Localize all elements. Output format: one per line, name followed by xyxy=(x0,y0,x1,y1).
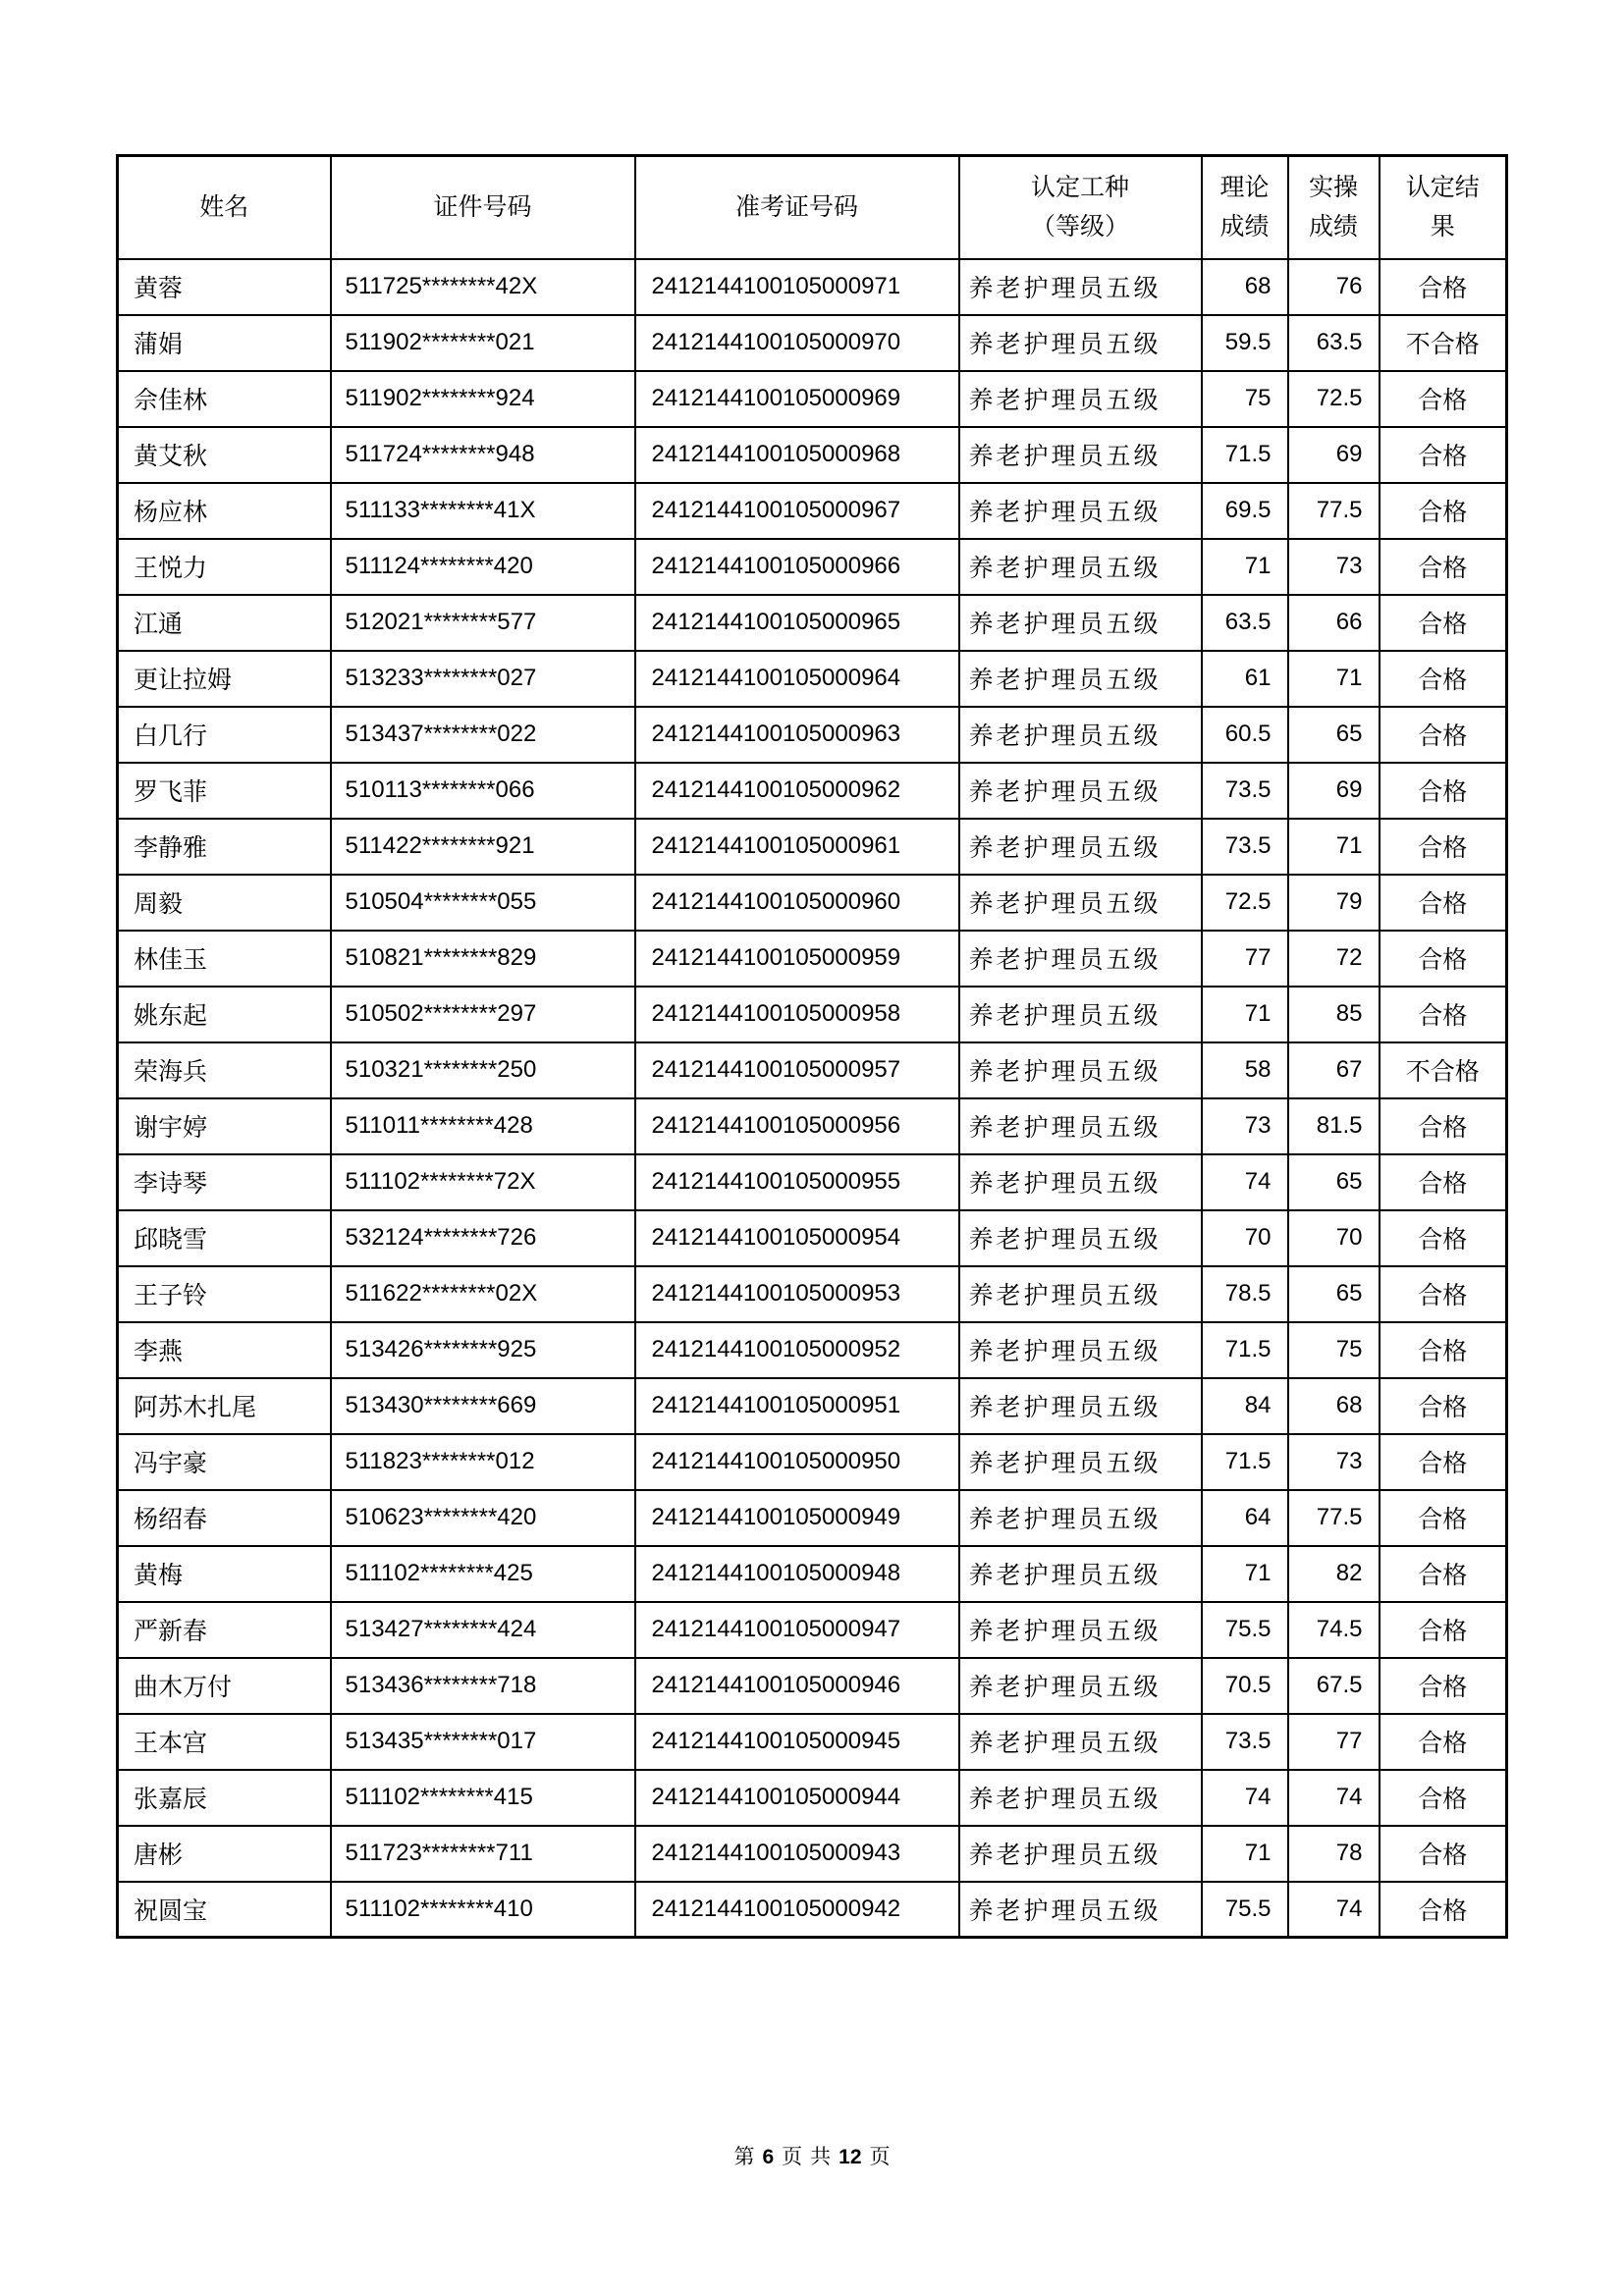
practical-score-cell: 74 xyxy=(1288,1882,1380,1938)
table-row xyxy=(118,1042,1507,1098)
name-cell: 杨绍春 xyxy=(118,1490,331,1546)
exam-number-cell: 2412144100105000950 xyxy=(635,1434,959,1490)
theory-score-cell: 74 xyxy=(1202,1154,1288,1210)
table-row xyxy=(118,595,1507,651)
table-row xyxy=(118,1098,1507,1154)
practical-score-cell: 77.5 xyxy=(1288,1490,1380,1546)
header-line: 成绩 xyxy=(1219,213,1270,241)
result-cell: 合格 xyxy=(1380,1546,1507,1602)
name-cell: 蒲娟 xyxy=(118,315,331,371)
exam-number-cell: 2412144100105000960 xyxy=(635,875,959,931)
id-number-cell: 511422********921 xyxy=(331,819,635,875)
occupation-cell: 养老护理员五级 xyxy=(959,987,1202,1042)
theory-score-cell: 75.5 xyxy=(1202,1882,1288,1938)
result-cell: 合格 xyxy=(1380,1210,1507,1266)
theory-score-cell: 77 xyxy=(1202,931,1288,987)
theory-score-cell: 71 xyxy=(1202,539,1288,595)
name-cell: 王子铃 xyxy=(118,1266,331,1322)
exam-number-cell: 2412144100105000951 xyxy=(635,1378,959,1434)
table-row xyxy=(118,1546,1507,1602)
practical-score-cell: 68 xyxy=(1288,1378,1380,1434)
theory-score-cell: 71.5 xyxy=(1202,1434,1288,1490)
id-number-cell: 532124********726 xyxy=(331,1210,635,1266)
table-row xyxy=(118,931,1507,987)
id-number-cell: 511102********410 xyxy=(331,1882,635,1938)
table-row xyxy=(118,483,1507,539)
table-row xyxy=(118,1490,1507,1546)
occupation-cell: 养老护理员五级 xyxy=(959,1378,1202,1434)
result-cell: 合格 xyxy=(1380,931,1507,987)
occupation-cell: 养老护理员五级 xyxy=(959,539,1202,595)
name-cell: 阿苏木扎尾 xyxy=(118,1378,331,1434)
practical-score-cell: 66 xyxy=(1288,595,1380,651)
id-number-cell: 513430********669 xyxy=(331,1378,635,1434)
occupation-cell: 养老护理员五级 xyxy=(959,259,1202,315)
practical-score-cell: 67.5 xyxy=(1288,1658,1380,1714)
result-cell: 合格 xyxy=(1380,427,1507,483)
exam-number-cell: 2412144100105000953 xyxy=(635,1266,959,1322)
footer-total-prefix: 共 xyxy=(810,2146,832,2168)
name-cell: 谢宇婷 xyxy=(118,1098,331,1154)
exam-number-cell: 2412144100105000955 xyxy=(635,1154,959,1210)
table-header xyxy=(118,156,1507,259)
theory-score-cell: 69.5 xyxy=(1202,483,1288,539)
theory-score-cell: 73.5 xyxy=(1202,1714,1288,1770)
occupation-cell: 养老护理员五级 xyxy=(959,1882,1202,1938)
theory-score-cell: 63.5 xyxy=(1202,595,1288,651)
occupation-cell: 养老护理员五级 xyxy=(959,931,1202,987)
practical-score-cell: 77 xyxy=(1288,1714,1380,1770)
header-result xyxy=(1380,156,1507,259)
occupation-cell: 养老护理员五级 xyxy=(959,1770,1202,1826)
theory-score-cell: 71 xyxy=(1202,987,1288,1042)
table-row xyxy=(118,651,1507,707)
occupation-cell: 养老护理员五级 xyxy=(959,315,1202,371)
exam-number-cell: 2412144100105000962 xyxy=(635,763,959,819)
occupation-cell: 养老护理员五级 xyxy=(959,1154,1202,1210)
id-number-cell: 513233********027 xyxy=(331,651,635,707)
result-cell: 合格 xyxy=(1380,1602,1507,1658)
header-name xyxy=(118,156,331,259)
exam-number-cell: 2412144100105000968 xyxy=(635,427,959,483)
result-cell: 不合格 xyxy=(1380,1042,1507,1098)
page-footer xyxy=(0,2141,1624,2170)
current-page-number: 6 xyxy=(762,2146,775,2168)
exam-number-cell: 2412144100105000954 xyxy=(635,1210,959,1266)
occupation-cell: 养老护理员五级 xyxy=(959,1098,1202,1154)
practical-score-cell: 65 xyxy=(1288,1154,1380,1210)
occupation-cell: 养老护理员五级 xyxy=(959,427,1202,483)
header-occupation xyxy=(959,156,1202,259)
exam-number-cell: 2412144100105000942 xyxy=(635,1882,959,1938)
name-cell: 林佳玉 xyxy=(118,931,331,987)
table-row xyxy=(118,1434,1507,1490)
name-cell: 严新春 xyxy=(118,1602,331,1658)
result-cell: 合格 xyxy=(1380,987,1507,1042)
table-row xyxy=(118,259,1507,315)
theory-score-cell: 61 xyxy=(1202,651,1288,707)
practical-score-cell: 67 xyxy=(1288,1042,1380,1098)
practical-score-cell: 69 xyxy=(1288,763,1380,819)
practical-score-cell: 79 xyxy=(1288,875,1380,931)
theory-score-cell: 73 xyxy=(1202,1098,1288,1154)
table-row xyxy=(118,1658,1507,1714)
result-cell: 合格 xyxy=(1380,1322,1507,1378)
theory-score-cell: 70.5 xyxy=(1202,1658,1288,1714)
result-cell: 不合格 xyxy=(1380,315,1507,371)
occupation-cell: 养老护理员五级 xyxy=(959,1434,1202,1490)
practical-score-cell: 72 xyxy=(1288,931,1380,987)
practical-score-cell: 81.5 xyxy=(1288,1098,1380,1154)
name-cell: 黄艾秋 xyxy=(118,427,331,483)
exam-number-cell: 2412144100105000949 xyxy=(635,1490,959,1546)
exam-number-cell: 2412144100105000944 xyxy=(635,1770,959,1826)
header-line: 认定工种 xyxy=(1030,174,1129,202)
id-number-cell: 511902********021 xyxy=(331,315,635,371)
practical-score-cell: 85 xyxy=(1288,987,1380,1042)
name-cell: 佘佳林 xyxy=(118,371,331,427)
practical-score-cell: 71 xyxy=(1288,651,1380,707)
occupation-cell: 养老护理员五级 xyxy=(959,1826,1202,1882)
id-number-cell: 513437********022 xyxy=(331,707,635,763)
result-cell: 合格 xyxy=(1380,707,1507,763)
id-number-cell: 511723********711 xyxy=(331,1826,635,1882)
footer-page-label: 页 xyxy=(782,2146,803,2168)
exam-number-cell: 2412144100105000963 xyxy=(635,707,959,763)
result-cell: 合格 xyxy=(1380,371,1507,427)
occupation-cell: 养老护理员五级 xyxy=(959,819,1202,875)
id-number-cell: 513435********017 xyxy=(331,1714,635,1770)
theory-score-cell: 71.5 xyxy=(1202,427,1288,483)
theory-score-cell: 74 xyxy=(1202,1770,1288,1826)
table-row xyxy=(118,1378,1507,1434)
result-cell: 合格 xyxy=(1380,1882,1507,1938)
theory-score-cell: 71 xyxy=(1202,1826,1288,1882)
practical-score-cell: 74.5 xyxy=(1288,1602,1380,1658)
name-cell: 江通 xyxy=(118,595,331,651)
practical-score-cell: 63.5 xyxy=(1288,315,1380,371)
certification-results-table xyxy=(116,154,1508,1939)
table-row xyxy=(118,315,1507,371)
id-number-cell: 511102********425 xyxy=(331,1546,635,1602)
exam-number-cell: 2412144100105000966 xyxy=(635,539,959,595)
practical-score-cell: 65 xyxy=(1288,1266,1380,1322)
exam-number-cell: 2412144100105000947 xyxy=(635,1602,959,1658)
header-line: 准考证号码 xyxy=(734,193,858,222)
exam-number-cell: 2412144100105000970 xyxy=(635,315,959,371)
footer-total-label: 页 xyxy=(869,2146,891,2168)
occupation-cell: 养老护理员五级 xyxy=(959,1490,1202,1546)
footer-prefix: 第 xyxy=(733,2146,755,2168)
name-cell: 荣海兵 xyxy=(118,1042,331,1098)
name-cell: 冯宇豪 xyxy=(118,1434,331,1490)
id-number-cell: 510113********066 xyxy=(331,763,635,819)
exam-number-cell: 2412144100105000958 xyxy=(635,987,959,1042)
result-cell: 合格 xyxy=(1380,1098,1507,1154)
occupation-cell: 养老护理员五级 xyxy=(959,1546,1202,1602)
table-body xyxy=(118,259,1507,1938)
table-row xyxy=(118,875,1507,931)
table-row xyxy=(118,539,1507,595)
name-cell: 邱晓雪 xyxy=(118,1210,331,1266)
name-cell: 王本宫 xyxy=(118,1714,331,1770)
occupation-cell: 养老护理员五级 xyxy=(959,1322,1202,1378)
table-row xyxy=(118,707,1507,763)
name-cell: 白几行 xyxy=(118,707,331,763)
header-line: （等级） xyxy=(1030,213,1129,241)
occupation-cell: 养老护理员五级 xyxy=(959,1210,1202,1266)
practical-score-cell: 70 xyxy=(1288,1210,1380,1266)
result-cell: 合格 xyxy=(1380,651,1507,707)
occupation-cell: 养老护理员五级 xyxy=(959,875,1202,931)
exam-number-cell: 2412144100105000946 xyxy=(635,1658,959,1714)
result-cell: 合格 xyxy=(1380,1434,1507,1490)
exam-number-cell: 2412144100105000967 xyxy=(635,483,959,539)
result-cell: 合格 xyxy=(1380,595,1507,651)
exam-number-cell: 2412144100105000957 xyxy=(635,1042,959,1098)
name-cell: 周毅 xyxy=(118,875,331,931)
result-cell: 合格 xyxy=(1380,259,1507,315)
exam-number-cell: 2412144100105000971 xyxy=(635,259,959,315)
result-cell: 合格 xyxy=(1380,1378,1507,1434)
table-row xyxy=(118,819,1507,875)
id-number-cell: 511011********428 xyxy=(331,1098,635,1154)
theory-score-cell: 68 xyxy=(1202,259,1288,315)
name-cell: 杨应林 xyxy=(118,483,331,539)
id-number-cell: 511902********924 xyxy=(331,371,635,427)
exam-number-cell: 2412144100105000945 xyxy=(635,1714,959,1770)
occupation-cell: 养老护理员五级 xyxy=(959,707,1202,763)
practical-score-cell: 77.5 xyxy=(1288,483,1380,539)
id-number-cell: 511124********420 xyxy=(331,539,635,595)
id-number-cell: 510502********297 xyxy=(331,987,635,1042)
name-cell: 李诗琴 xyxy=(118,1154,331,1210)
name-cell: 王悦力 xyxy=(118,539,331,595)
occupation-cell: 养老护理员五级 xyxy=(959,763,1202,819)
exam-number-cell: 2412144100105000969 xyxy=(635,371,959,427)
theory-score-cell: 75 xyxy=(1202,371,1288,427)
id-number-cell: 510504********055 xyxy=(331,875,635,931)
name-cell: 黄蓉 xyxy=(118,259,331,315)
practical-score-cell: 76 xyxy=(1288,259,1380,315)
table-row xyxy=(118,987,1507,1042)
name-cell: 张嘉辰 xyxy=(118,1770,331,1826)
theory-score-cell: 75.5 xyxy=(1202,1602,1288,1658)
exam-number-cell: 2412144100105000952 xyxy=(635,1322,959,1378)
theory-score-cell: 71.5 xyxy=(1202,1322,1288,1378)
name-cell: 李静雅 xyxy=(118,819,331,875)
theory-score-cell: 78.5 xyxy=(1202,1266,1288,1322)
id-number-cell: 511102********415 xyxy=(331,1770,635,1826)
result-cell: 合格 xyxy=(1380,1826,1507,1882)
header-exam-number xyxy=(635,156,959,259)
result-cell: 合格 xyxy=(1380,1658,1507,1714)
result-cell: 合格 xyxy=(1380,1714,1507,1770)
name-cell: 李燕 xyxy=(118,1322,331,1378)
theory-score-cell: 64 xyxy=(1202,1490,1288,1546)
practical-score-cell: 75 xyxy=(1288,1322,1380,1378)
exam-number-cell: 2412144100105000948 xyxy=(635,1546,959,1602)
exam-number-cell: 2412144100105000959 xyxy=(635,931,959,987)
occupation-cell: 养老护理员五级 xyxy=(959,371,1202,427)
table-row xyxy=(118,1602,1507,1658)
table-row xyxy=(118,1322,1507,1378)
occupation-cell: 养老护理员五级 xyxy=(959,1658,1202,1714)
theory-score-cell: 84 xyxy=(1202,1378,1288,1434)
table-row xyxy=(118,1714,1507,1770)
id-number-cell: 510821********829 xyxy=(331,931,635,987)
practical-score-cell: 65 xyxy=(1288,707,1380,763)
header-line: 成绩 xyxy=(1308,213,1358,241)
header-line: 姓名 xyxy=(199,193,249,222)
result-cell: 合格 xyxy=(1380,1490,1507,1546)
name-cell: 罗飞菲 xyxy=(118,763,331,819)
header-line: 证件号码 xyxy=(433,193,532,222)
theory-score-cell: 72.5 xyxy=(1202,875,1288,931)
result-cell: 合格 xyxy=(1380,875,1507,931)
occupation-cell: 养老护理员五级 xyxy=(959,483,1202,539)
id-number-cell: 510321********250 xyxy=(331,1042,635,1098)
id-number-cell: 511725********42X xyxy=(331,259,635,315)
table-row xyxy=(118,427,1507,483)
name-cell: 曲木万付 xyxy=(118,1658,331,1714)
occupation-cell: 养老护理员五级 xyxy=(959,1714,1202,1770)
id-number-cell: 511622********02X xyxy=(331,1266,635,1322)
result-cell: 合格 xyxy=(1380,483,1507,539)
id-number-cell: 510623********420 xyxy=(331,1490,635,1546)
exam-number-cell: 2412144100105000961 xyxy=(635,819,959,875)
header-line: 实操 xyxy=(1308,174,1358,202)
total-pages-number: 12 xyxy=(839,2146,862,2168)
occupation-cell: 养老护理员五级 xyxy=(959,595,1202,651)
occupation-cell: 养老护理员五级 xyxy=(959,1602,1202,1658)
id-number-cell: 513427********424 xyxy=(331,1602,635,1658)
table-row xyxy=(118,1826,1507,1882)
exam-number-cell: 2412144100105000964 xyxy=(635,651,959,707)
occupation-cell: 养老护理员五级 xyxy=(959,1042,1202,1098)
id-number-cell: 511133********41X xyxy=(331,483,635,539)
practical-score-cell: 72.5 xyxy=(1288,371,1380,427)
header-theory-score xyxy=(1202,156,1288,259)
result-cell: 合格 xyxy=(1380,1266,1507,1322)
table-row xyxy=(118,1154,1507,1210)
practical-score-cell: 73 xyxy=(1288,539,1380,595)
practical-score-cell: 74 xyxy=(1288,1770,1380,1826)
name-cell: 祝圆宝 xyxy=(118,1882,331,1938)
header-line: 认定结 xyxy=(1405,174,1480,202)
name-cell: 唐彬 xyxy=(118,1826,331,1882)
exam-number-cell: 2412144100105000943 xyxy=(635,1826,959,1882)
result-cell: 合格 xyxy=(1380,1154,1507,1210)
header-id-number xyxy=(331,156,635,259)
theory-score-cell: 70 xyxy=(1202,1210,1288,1266)
table-row xyxy=(118,1882,1507,1938)
id-number-cell: 511823********012 xyxy=(331,1434,635,1490)
theory-score-cell: 71 xyxy=(1202,1546,1288,1602)
theory-score-cell: 58 xyxy=(1202,1042,1288,1098)
practical-score-cell: 69 xyxy=(1288,427,1380,483)
theory-score-cell: 59.5 xyxy=(1202,315,1288,371)
practical-score-cell: 82 xyxy=(1288,1546,1380,1602)
table-row xyxy=(118,1210,1507,1266)
theory-score-cell: 73.5 xyxy=(1202,763,1288,819)
exam-number-cell: 2412144100105000956 xyxy=(635,1098,959,1154)
name-cell: 黄梅 xyxy=(118,1546,331,1602)
result-cell: 合格 xyxy=(1380,539,1507,595)
name-cell: 姚东起 xyxy=(118,987,331,1042)
header-line: 果 xyxy=(1430,213,1455,241)
id-number-cell: 513426********925 xyxy=(331,1322,635,1378)
result-cell: 合格 xyxy=(1380,763,1507,819)
occupation-cell: 养老护理员五级 xyxy=(959,651,1202,707)
exam-number-cell: 2412144100105000965 xyxy=(635,595,959,651)
practical-score-cell: 73 xyxy=(1288,1434,1380,1490)
id-number-cell: 513436********718 xyxy=(331,1658,635,1714)
header-line: 理论 xyxy=(1219,174,1270,202)
table-row xyxy=(118,371,1507,427)
table-row xyxy=(118,1770,1507,1826)
theory-score-cell: 73.5 xyxy=(1202,819,1288,875)
theory-score-cell: 60.5 xyxy=(1202,707,1288,763)
practical-score-cell: 78 xyxy=(1288,1826,1380,1882)
name-cell: 更让拉姆 xyxy=(118,651,331,707)
id-number-cell: 511102********72X xyxy=(331,1154,635,1210)
result-cell: 合格 xyxy=(1380,1770,1507,1826)
occupation-cell: 养老护理员五级 xyxy=(959,1266,1202,1322)
id-number-cell: 512021********577 xyxy=(331,595,635,651)
header-practical-score xyxy=(1288,156,1380,259)
practical-score-cell: 71 xyxy=(1288,819,1380,875)
header-row xyxy=(118,156,1507,259)
table-row xyxy=(118,1266,1507,1322)
table-row xyxy=(118,763,1507,819)
id-number-cell: 511724********948 xyxy=(331,427,635,483)
result-cell: 合格 xyxy=(1380,819,1507,875)
